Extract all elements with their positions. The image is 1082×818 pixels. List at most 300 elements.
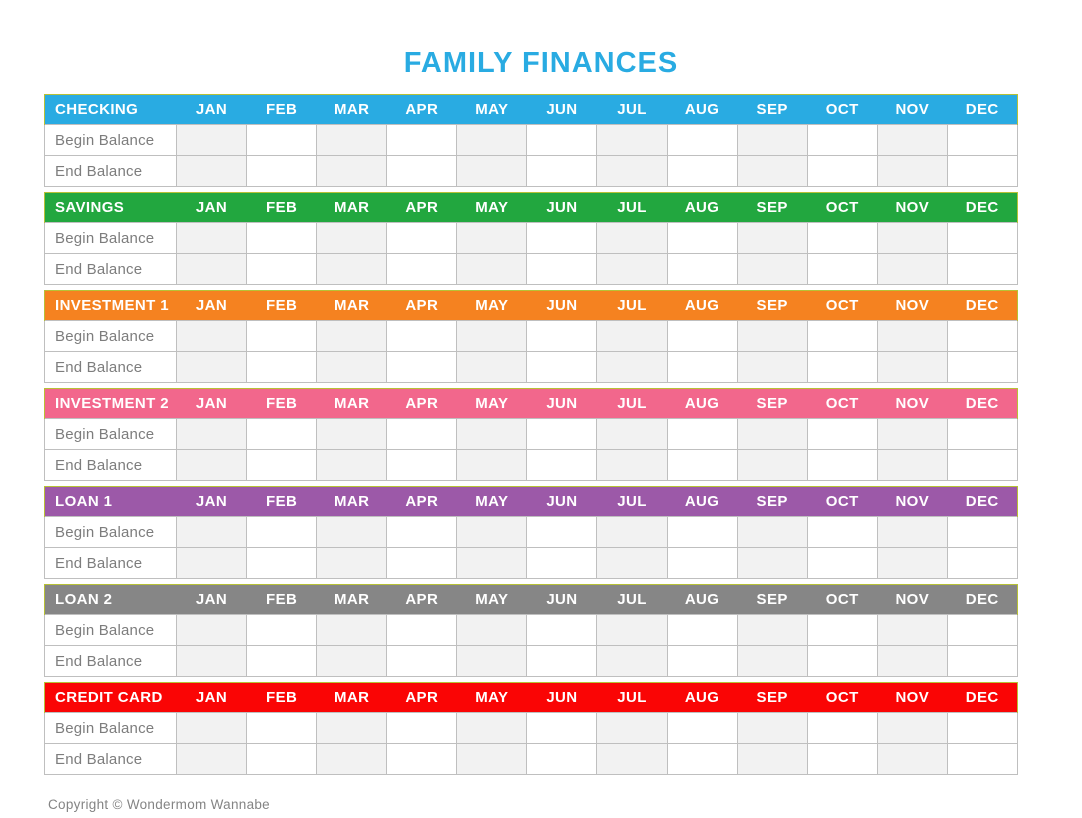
balance-cell-investment-1-begin-oct[interactable]: [807, 321, 877, 352]
balance-cell-credit-card-begin-may[interactable]: [457, 713, 527, 744]
balance-cell-savings-begin-dec[interactable]: [947, 223, 1017, 254]
balance-cell-loan-2-end-oct[interactable]: [807, 646, 877, 677]
balance-cell-checking-begin-jul[interactable]: [597, 125, 667, 156]
begin-balance-label: Begin Balance: [45, 615, 177, 646]
balance-cell-savings-begin-jan[interactable]: [177, 223, 247, 254]
balance-cell-credit-card-begin-mar[interactable]: [317, 713, 387, 744]
balance-cell-investment-1-begin-jun[interactable]: [527, 321, 597, 352]
balance-cell-investment-1-end-dec[interactable]: [947, 352, 1017, 383]
balance-cell-checking-end-aug[interactable]: [667, 156, 737, 187]
balance-cell-loan-2-begin-mar[interactable]: [317, 615, 387, 646]
balance-cell-savings-end-may[interactable]: [457, 254, 527, 285]
balance-cell-investment-2-begin-nov[interactable]: [877, 419, 947, 450]
begin-balance-row-savings: [45, 223, 1018, 254]
balance-cell-credit-card-end-feb[interactable]: [247, 744, 317, 775]
month-header-mar: MAR: [317, 487, 387, 517]
balance-cell-checking-begin-mar[interactable]: [317, 125, 387, 156]
end-balance-row-loan-2: [45, 646, 1018, 677]
end-balance-label: End Balance: [45, 744, 177, 775]
month-header-feb: FEB: [247, 95, 317, 125]
balance-cell-loan-2-end-feb[interactable]: [247, 646, 317, 677]
month-header-aug: AUG: [667, 585, 737, 615]
balance-cell-investment-1-end-jan[interactable]: [177, 352, 247, 383]
balance-cell-checking-end-nov[interactable]: [877, 156, 947, 187]
month-header-may: MAY: [457, 193, 527, 223]
balance-cell-checking-end-oct[interactable]: [807, 156, 877, 187]
end-balance-row-loan-1: [45, 548, 1018, 579]
balance-cell-investment-2-end-mar[interactable]: [317, 450, 387, 481]
month-header-dec: DEC: [947, 585, 1017, 615]
balance-cell-credit-card-end-aug[interactable]: [667, 744, 737, 775]
month-header-dec: DEC: [947, 683, 1017, 713]
balance-cell-loan-1-end-feb[interactable]: [247, 548, 317, 579]
balance-cell-checking-begin-aug[interactable]: [667, 125, 737, 156]
balance-cell-loan-2-end-may[interactable]: [457, 646, 527, 677]
end-balance-label: End Balance: [45, 254, 177, 285]
balance-cell-investment-2-begin-jan[interactable]: [177, 419, 247, 450]
balance-cell-loan-1-end-aug[interactable]: [667, 548, 737, 579]
balance-cell-investment-2-begin-sep[interactable]: [737, 419, 807, 450]
month-header-jul: JUL: [597, 683, 667, 713]
balance-cell-investment-2-end-apr[interactable]: [387, 450, 457, 481]
month-header-jun: JUN: [527, 585, 597, 615]
balance-cell-investment-2-end-dec[interactable]: [947, 450, 1017, 481]
section-title-loan-2: LOAN 2: [45, 585, 177, 615]
end-balance-row-checking: [45, 156, 1018, 187]
month-header-mar: MAR: [317, 291, 387, 321]
balance-cell-checking-begin-feb[interactable]: [247, 125, 317, 156]
balance-cell-checking-begin-may[interactable]: [457, 125, 527, 156]
end-balance-label: End Balance: [45, 156, 177, 187]
balance-cell-investment-1-end-apr[interactable]: [387, 352, 457, 383]
balance-cell-loan-1-end-jun[interactable]: [527, 548, 597, 579]
month-header-oct: OCT: [807, 95, 877, 125]
balance-cell-loan-2-end-sep[interactable]: [737, 646, 807, 677]
balance-cell-investment-2-begin-mar[interactable]: [317, 419, 387, 450]
account-table-savings: [44, 192, 1018, 285]
month-header-jun: JUN: [527, 291, 597, 321]
balance-cell-investment-2-begin-dec[interactable]: [947, 419, 1017, 450]
month-header-oct: OCT: [807, 487, 877, 517]
month-header-sep: SEP: [737, 683, 807, 713]
balance-cell-investment-1-begin-aug[interactable]: [667, 321, 737, 352]
balance-cell-checking-end-dec[interactable]: [947, 156, 1017, 187]
month-header-mar: MAR: [317, 95, 387, 125]
balance-cell-loan-2-begin-sep[interactable]: [737, 615, 807, 646]
month-header-dec: DEC: [947, 487, 1017, 517]
balance-cell-loan-2-end-aug[interactable]: [667, 646, 737, 677]
balance-cell-checking-begin-dec[interactable]: [947, 125, 1017, 156]
balance-cell-savings-begin-apr[interactable]: [387, 223, 457, 254]
balance-cell-savings-end-oct[interactable]: [807, 254, 877, 285]
balance-cell-investment-2-begin-aug[interactable]: [667, 419, 737, 450]
month-header-jul: JUL: [597, 193, 667, 223]
section-title-savings: SAVINGS: [45, 193, 177, 223]
month-header-may: MAY: [457, 585, 527, 615]
month-header-oct: OCT: [807, 193, 877, 223]
balance-cell-investment-2-begin-jun[interactable]: [527, 419, 597, 450]
header-row-loan-1: [45, 487, 1018, 517]
account-table-loan-2: [44, 584, 1018, 677]
account-table-credit-card: [44, 682, 1018, 775]
month-header-jul: JUL: [597, 389, 667, 419]
balance-cell-loan-2-end-jan[interactable]: [177, 646, 247, 677]
balance-cell-loan-1-begin-oct[interactable]: [807, 517, 877, 548]
header-row-checking: [45, 95, 1018, 125]
month-header-apr: APR: [387, 291, 457, 321]
section-title-checking: CHECKING: [45, 95, 177, 125]
section-title-loan-1: LOAN 1: [45, 487, 177, 517]
balance-cell-investment-2-begin-oct[interactable]: [807, 419, 877, 450]
end-balance-label: End Balance: [45, 548, 177, 579]
balance-cell-savings-end-sep[interactable]: [737, 254, 807, 285]
month-header-dec: DEC: [947, 291, 1017, 321]
month-header-feb: FEB: [247, 585, 317, 615]
begin-balance-row-loan-1: [45, 517, 1018, 548]
balance-cell-loan-1-begin-jan[interactable]: [177, 517, 247, 548]
month-header-nov: NOV: [877, 193, 947, 223]
balance-cell-loan-1-end-may[interactable]: [457, 548, 527, 579]
balance-cell-savings-begin-mar[interactable]: [317, 223, 387, 254]
header-row-investment-1: [45, 291, 1018, 321]
balance-cell-investment-1-begin-jul[interactable]: [597, 321, 667, 352]
balance-cell-investment-1-begin-sep[interactable]: [737, 321, 807, 352]
balance-cell-checking-begin-apr[interactable]: [387, 125, 457, 156]
balance-cell-investment-2-begin-feb[interactable]: [247, 419, 317, 450]
month-header-sep: SEP: [737, 487, 807, 517]
balance-cell-loan-2-begin-jun[interactable]: [527, 615, 597, 646]
begin-balance-label: Begin Balance: [45, 321, 177, 352]
balance-cell-savings-end-jul[interactable]: [597, 254, 667, 285]
balance-cell-loan-1-begin-apr[interactable]: [387, 517, 457, 548]
balance-cell-savings-end-jan[interactable]: [177, 254, 247, 285]
month-header-apr: APR: [387, 193, 457, 223]
month-header-jul: JUL: [597, 585, 667, 615]
finance-tables: [44, 94, 1038, 775]
balance-cell-investment-1-end-jun[interactable]: [527, 352, 597, 383]
balance-cell-loan-2-begin-oct[interactable]: [807, 615, 877, 646]
balance-cell-investment-2-end-sep[interactable]: [737, 450, 807, 481]
balance-cell-investment-1-end-oct[interactable]: [807, 352, 877, 383]
month-header-oct: OCT: [807, 683, 877, 713]
balance-cell-loan-1-begin-aug[interactable]: [667, 517, 737, 548]
balance-cell-checking-begin-oct[interactable]: [807, 125, 877, 156]
month-header-apr: APR: [387, 95, 457, 125]
balance-cell-investment-1-begin-jan[interactable]: [177, 321, 247, 352]
balance-cell-checking-end-sep[interactable]: [737, 156, 807, 187]
header-row-savings: [45, 193, 1018, 223]
balance-cell-savings-begin-nov[interactable]: [877, 223, 947, 254]
month-header-nov: NOV: [877, 683, 947, 713]
begin-balance-row-investment-2: [45, 419, 1018, 450]
balance-cell-investment-1-begin-nov[interactable]: [877, 321, 947, 352]
balance-cell-savings-begin-aug[interactable]: [667, 223, 737, 254]
month-header-jul: JUL: [597, 291, 667, 321]
month-header-mar: MAR: [317, 683, 387, 713]
balance-cell-investment-1-end-jul[interactable]: [597, 352, 667, 383]
balance-cell-checking-end-jan[interactable]: [177, 156, 247, 187]
balance-cell-loan-2-end-jun[interactable]: [527, 646, 597, 677]
balance-cell-loan-1-begin-may[interactable]: [457, 517, 527, 548]
month-header-nov: NOV: [877, 487, 947, 517]
month-header-oct: OCT: [807, 291, 877, 321]
balance-cell-investment-1-begin-mar[interactable]: [317, 321, 387, 352]
month-header-jan: JAN: [177, 193, 247, 223]
month-header-oct: OCT: [807, 585, 877, 615]
balance-cell-checking-end-jun[interactable]: [527, 156, 597, 187]
month-header-aug: AUG: [667, 389, 737, 419]
balance-cell-checking-end-mar[interactable]: [317, 156, 387, 187]
month-header-jan: JAN: [177, 291, 247, 321]
balance-cell-checking-end-apr[interactable]: [387, 156, 457, 187]
month-header-nov: NOV: [877, 585, 947, 615]
balance-cell-loan-1-begin-nov[interactable]: [877, 517, 947, 548]
balance-cell-loan-1-end-jan[interactable]: [177, 548, 247, 579]
month-header-mar: MAR: [317, 193, 387, 223]
balance-cell-investment-1-end-nov[interactable]: [877, 352, 947, 383]
month-header-sep: SEP: [737, 193, 807, 223]
end-balance-row-investment-1: [45, 352, 1018, 383]
balance-cell-credit-card-begin-feb[interactable]: [247, 713, 317, 744]
month-header-may: MAY: [457, 389, 527, 419]
balance-cell-savings-begin-jul[interactable]: [597, 223, 667, 254]
balance-cell-loan-1-begin-sep[interactable]: [737, 517, 807, 548]
balance-cell-investment-2-begin-apr[interactable]: [387, 419, 457, 450]
begin-balance-label: Begin Balance: [45, 713, 177, 744]
balance-cell-investment-2-end-jun[interactable]: [527, 450, 597, 481]
balance-cell-loan-1-end-dec[interactable]: [947, 548, 1017, 579]
end-balance-row-savings: [45, 254, 1018, 285]
balance-cell-credit-card-end-oct[interactable]: [807, 744, 877, 775]
month-header-dec: DEC: [947, 95, 1017, 125]
month-header-feb: FEB: [247, 683, 317, 713]
month-header-jun: JUN: [527, 683, 597, 713]
balance-cell-credit-card-begin-jul[interactable]: [597, 713, 667, 744]
begin-balance-row-investment-1: [45, 321, 1018, 352]
balance-cell-savings-end-jun[interactable]: [527, 254, 597, 285]
balance-cell-investment-2-end-may[interactable]: [457, 450, 527, 481]
begin-balance-row-checking: [45, 125, 1018, 156]
balance-cell-investment-1-end-feb[interactable]: [247, 352, 317, 383]
header-row-investment-2: [45, 389, 1018, 419]
balance-cell-savings-begin-oct[interactable]: [807, 223, 877, 254]
balance-cell-savings-end-aug[interactable]: [667, 254, 737, 285]
end-balance-row-credit-card: [45, 744, 1018, 775]
balance-cell-credit-card-end-dec[interactable]: [947, 744, 1017, 775]
month-header-jun: JUN: [527, 389, 597, 419]
balance-cell-investment-1-begin-feb[interactable]: [247, 321, 317, 352]
month-header-nov: NOV: [877, 95, 947, 125]
balance-cell-loan-2-end-nov[interactable]: [877, 646, 947, 677]
balance-cell-savings-begin-may[interactable]: [457, 223, 527, 254]
balance-cell-savings-begin-sep[interactable]: [737, 223, 807, 254]
section-title-credit-card: CREDIT CARD: [45, 683, 177, 713]
month-header-apr: APR: [387, 683, 457, 713]
balance-cell-loan-1-end-sep[interactable]: [737, 548, 807, 579]
begin-balance-row-credit-card: [45, 713, 1018, 744]
balance-cell-savings-end-mar[interactable]: [317, 254, 387, 285]
month-header-mar: MAR: [317, 585, 387, 615]
balance-cell-checking-begin-jan[interactable]: [177, 125, 247, 156]
page-title: FAMILY FINANCES: [403, 47, 679, 79]
balance-cell-savings-begin-feb[interactable]: [247, 223, 317, 254]
month-header-jun: JUN: [527, 95, 597, 125]
balance-cell-credit-card-begin-oct[interactable]: [807, 713, 877, 744]
header-row-credit-card: [45, 683, 1018, 713]
month-header-may: MAY: [457, 95, 527, 125]
balance-cell-investment-1-end-sep[interactable]: [737, 352, 807, 383]
month-header-aug: AUG: [667, 683, 737, 713]
month-header-aug: AUG: [667, 291, 737, 321]
begin-balance-label: Begin Balance: [45, 223, 177, 254]
begin-balance-label: Begin Balance: [45, 419, 177, 450]
balance-cell-loan-1-end-jul[interactable]: [597, 548, 667, 579]
balance-cell-loan-1-end-nov[interactable]: [877, 548, 947, 579]
balance-cell-loan-2-begin-nov[interactable]: [877, 615, 947, 646]
balance-cell-credit-card-begin-apr[interactable]: [387, 713, 457, 744]
month-header-aug: AUG: [667, 95, 737, 125]
balance-cell-investment-2-begin-jul[interactable]: [597, 419, 667, 450]
month-header-aug: AUG: [667, 193, 737, 223]
balance-cell-loan-2-end-jul[interactable]: [597, 646, 667, 677]
balance-cell-loan-2-end-dec[interactable]: [947, 646, 1017, 677]
balance-cell-loan-2-end-mar[interactable]: [317, 646, 387, 677]
balance-cell-loan-1-end-oct[interactable]: [807, 548, 877, 579]
balance-cell-checking-begin-sep[interactable]: [737, 125, 807, 156]
balance-cell-investment-1-begin-apr[interactable]: [387, 321, 457, 352]
balance-cell-investment-2-end-nov[interactable]: [877, 450, 947, 481]
balance-cell-checking-end-jul[interactable]: [597, 156, 667, 187]
month-header-feb: FEB: [247, 291, 317, 321]
begin-balance-row-loan-2: [45, 615, 1018, 646]
balance-cell-checking-end-may[interactable]: [457, 156, 527, 187]
month-header-apr: APR: [387, 487, 457, 517]
balance-cell-credit-card-end-mar[interactable]: [317, 744, 387, 775]
account-table-investment-1: [44, 290, 1018, 383]
balance-cell-credit-card-begin-sep[interactable]: [737, 713, 807, 744]
month-header-jul: JUL: [597, 487, 667, 517]
balance-cell-investment-2-end-feb[interactable]: [247, 450, 317, 481]
month-header-jan: JAN: [177, 487, 247, 517]
month-header-feb: FEB: [247, 487, 317, 517]
balance-cell-loan-2-begin-feb[interactable]: [247, 615, 317, 646]
month-header-dec: DEC: [947, 193, 1017, 223]
month-header-feb: FEB: [247, 389, 317, 419]
balance-cell-loan-2-begin-dec[interactable]: [947, 615, 1017, 646]
balance-cell-investment-1-end-aug[interactable]: [667, 352, 737, 383]
balance-cell-loan-1-end-mar[interactable]: [317, 548, 387, 579]
balance-cell-credit-card-begin-jun[interactable]: [527, 713, 597, 744]
header-row-loan-2: [45, 585, 1018, 615]
balance-cell-loan-2-begin-jan[interactable]: [177, 615, 247, 646]
section-title-investment-1: INVESTMENT 1: [45, 291, 177, 321]
month-header-sep: SEP: [737, 585, 807, 615]
balance-cell-loan-1-end-apr[interactable]: [387, 548, 457, 579]
month-header-sep: SEP: [737, 291, 807, 321]
month-header-jun: JUN: [527, 193, 597, 223]
month-header-jan: JAN: [177, 95, 247, 125]
begin-balance-label: Begin Balance: [45, 125, 177, 156]
month-header-mar: MAR: [317, 389, 387, 419]
balance-cell-investment-2-end-jul[interactable]: [597, 450, 667, 481]
balance-cell-credit-card-begin-dec[interactable]: [947, 713, 1017, 744]
account-table-investment-2: [44, 388, 1018, 481]
month-header-apr: APR: [387, 585, 457, 615]
month-header-dec: DEC: [947, 389, 1017, 419]
balance-cell-savings-end-apr[interactable]: [387, 254, 457, 285]
balance-cell-investment-2-end-oct[interactable]: [807, 450, 877, 481]
balance-cell-investment-2-end-jan[interactable]: [177, 450, 247, 481]
balance-cell-investment-1-begin-may[interactable]: [457, 321, 527, 352]
balance-cell-investment-1-begin-dec[interactable]: [947, 321, 1017, 352]
month-header-jan: JAN: [177, 585, 247, 615]
balance-cell-checking-begin-nov[interactable]: [877, 125, 947, 156]
end-balance-row-investment-2: [45, 450, 1018, 481]
balance-cell-loan-1-begin-dec[interactable]: [947, 517, 1017, 548]
balance-cell-loan-1-begin-jul[interactable]: [597, 517, 667, 548]
balance-cell-checking-begin-jun[interactable]: [527, 125, 597, 156]
balance-cell-credit-card-end-jun[interactable]: [527, 744, 597, 775]
balance-cell-credit-card-end-jan[interactable]: [177, 744, 247, 775]
month-header-apr: APR: [387, 389, 457, 419]
balance-cell-savings-end-nov[interactable]: [877, 254, 947, 285]
balance-cell-credit-card-end-apr[interactable]: [387, 744, 457, 775]
month-header-sep: SEP: [737, 95, 807, 125]
balance-cell-investment-2-end-aug[interactable]: [667, 450, 737, 481]
balance-cell-credit-card-end-jul[interactable]: [597, 744, 667, 775]
balance-cell-savings-begin-jun[interactable]: [527, 223, 597, 254]
balance-cell-checking-end-feb[interactable]: [247, 156, 317, 187]
account-table-checking: [44, 94, 1018, 187]
balance-cell-loan-2-begin-jul[interactable]: [597, 615, 667, 646]
month-header-jan: JAN: [177, 683, 247, 713]
end-balance-label: End Balance: [45, 450, 177, 481]
month-header-feb: FEB: [247, 193, 317, 223]
balance-cell-savings-end-dec[interactable]: [947, 254, 1017, 285]
balance-cell-investment-2-begin-may[interactable]: [457, 419, 527, 450]
balance-cell-credit-card-end-may[interactable]: [457, 744, 527, 775]
balance-cell-savings-end-feb[interactable]: [247, 254, 317, 285]
end-balance-label: End Balance: [45, 646, 177, 677]
begin-balance-label: Begin Balance: [45, 517, 177, 548]
balance-cell-credit-card-end-sep[interactable]: [737, 744, 807, 775]
balance-cell-credit-card-begin-aug[interactable]: [667, 713, 737, 744]
month-header-nov: NOV: [877, 389, 947, 419]
balance-cell-loan-1-begin-feb[interactable]: [247, 517, 317, 548]
section-title-investment-2: INVESTMENT 2: [45, 389, 177, 419]
copyright-text: Copyright © Wondermom Wannabe: [48, 797, 270, 812]
balance-cell-loan-2-begin-may[interactable]: [457, 615, 527, 646]
balance-cell-loan-1-begin-mar[interactable]: [317, 517, 387, 548]
balance-cell-credit-card-begin-jan[interactable]: [177, 713, 247, 744]
balance-cell-credit-card-begin-nov[interactable]: [877, 713, 947, 744]
month-header-nov: NOV: [877, 291, 947, 321]
balance-cell-loan-2-end-apr[interactable]: [387, 646, 457, 677]
balance-cell-loan-1-begin-jun[interactable]: [527, 517, 597, 548]
balance-cell-credit-card-end-nov[interactable]: [877, 744, 947, 775]
balance-cell-investment-1-end-mar[interactable]: [317, 352, 387, 383]
end-balance-label: End Balance: [45, 352, 177, 383]
month-header-jun: JUN: [527, 487, 597, 517]
balance-cell-loan-2-begin-apr[interactable]: [387, 615, 457, 646]
month-header-oct: OCT: [807, 389, 877, 419]
balance-cell-investment-1-end-may[interactable]: [457, 352, 527, 383]
month-header-aug: AUG: [667, 487, 737, 517]
month-header-may: MAY: [457, 487, 527, 517]
balance-cell-loan-2-begin-aug[interactable]: [667, 615, 737, 646]
month-header-may: MAY: [457, 683, 527, 713]
month-header-sep: SEP: [737, 389, 807, 419]
